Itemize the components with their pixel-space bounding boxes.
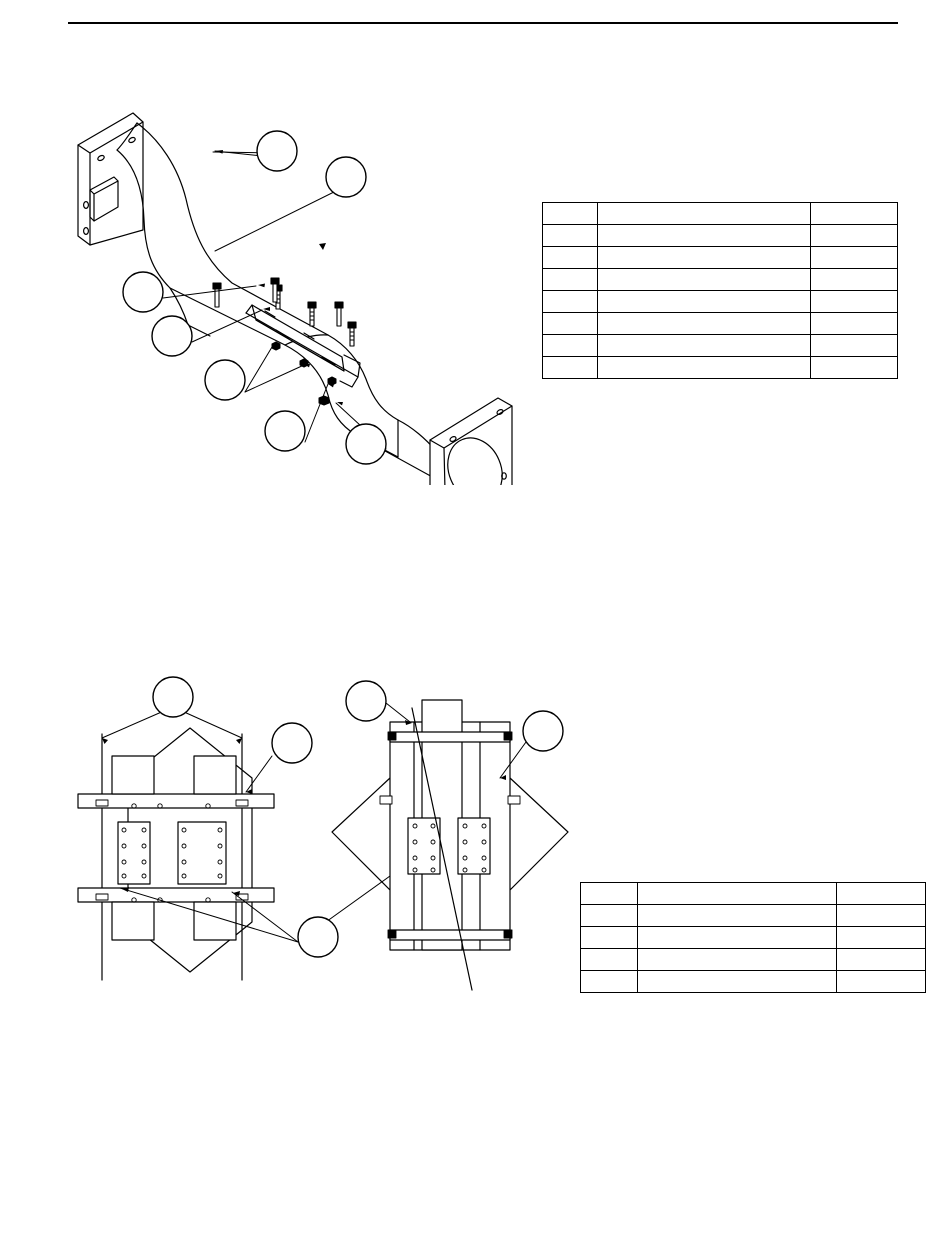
- balloon-11: [523, 711, 563, 751]
- cell-item: [543, 357, 598, 379]
- exploded-duct-assembly-figure: [60, 95, 540, 485]
- balloon-12: [298, 917, 338, 957]
- cell-item: [543, 291, 598, 313]
- cell-description: [598, 225, 811, 247]
- cell-description: [598, 247, 811, 269]
- cell-qty: [811, 313, 898, 335]
- parts-table-top: [542, 202, 898, 379]
- cell-description: [598, 357, 811, 379]
- cell-item: [581, 905, 638, 927]
- balloon-10: [346, 681, 386, 721]
- frame-mount-assembly-figure: [60, 660, 580, 1020]
- table-row: [581, 971, 926, 993]
- cell-description: [638, 971, 837, 993]
- cell-qty: [811, 247, 898, 269]
- front-elevation-view: [78, 728, 274, 980]
- cell-qty: [811, 357, 898, 379]
- header-divider-rule: [68, 22, 898, 24]
- cell-item: [543, 225, 598, 247]
- cell-qty: [811, 335, 898, 357]
- table-row: [543, 357, 898, 379]
- cell-description: [638, 883, 837, 905]
- cell-description: [598, 291, 811, 313]
- table-row: [581, 905, 926, 927]
- cell-item: [581, 883, 638, 905]
- parts-table-bottom-body: [581, 883, 926, 993]
- balloon-6: [265, 411, 305, 451]
- cell-item: [543, 313, 598, 335]
- cell-item: [581, 927, 638, 949]
- balloon-4: [152, 316, 192, 356]
- table-row: [581, 949, 926, 971]
- balloon-2: [326, 157, 366, 197]
- cell-item: [543, 335, 598, 357]
- balloon-3: [123, 272, 163, 312]
- table-row: [543, 225, 898, 247]
- cell-item: [581, 949, 638, 971]
- cell-description: [638, 949, 837, 971]
- cell-qty: [837, 883, 926, 905]
- cell-qty: [811, 225, 898, 247]
- left-flange: [78, 113, 143, 245]
- balloon-5: [205, 360, 245, 400]
- table-row: [543, 247, 898, 269]
- table-row: [581, 927, 926, 949]
- cell-qty: [811, 291, 898, 313]
- parts-table-top-body: [543, 203, 898, 379]
- cell-qty: [837, 949, 926, 971]
- cell-qty: [837, 927, 926, 949]
- cell-qty: [837, 905, 926, 927]
- cell-description: [638, 927, 837, 949]
- cell-description: [638, 905, 837, 927]
- cell-item: [543, 247, 598, 269]
- table-row: [581, 883, 926, 905]
- cell-description: [598, 313, 811, 335]
- outlet-flange: [430, 398, 512, 485]
- cell-item: [581, 971, 638, 993]
- cell-description: [598, 203, 811, 225]
- balloon-7: [346, 424, 386, 464]
- cell-qty: [837, 971, 926, 993]
- cell-item: [543, 269, 598, 291]
- table-row: [543, 335, 898, 357]
- cell-qty: [811, 203, 898, 225]
- table-row: [543, 313, 898, 335]
- parts-table-bottom: [580, 882, 926, 993]
- balloon-8: [153, 677, 193, 717]
- balloon-group: [123, 131, 386, 464]
- table-row: [543, 269, 898, 291]
- balloon-9: [272, 723, 312, 763]
- table-row: [543, 291, 898, 313]
- cell-description: [598, 269, 811, 291]
- cell-description: [598, 335, 811, 357]
- table-row: [543, 203, 898, 225]
- balloon-1: [257, 131, 297, 171]
- cell-item: [543, 203, 598, 225]
- cell-qty: [811, 269, 898, 291]
